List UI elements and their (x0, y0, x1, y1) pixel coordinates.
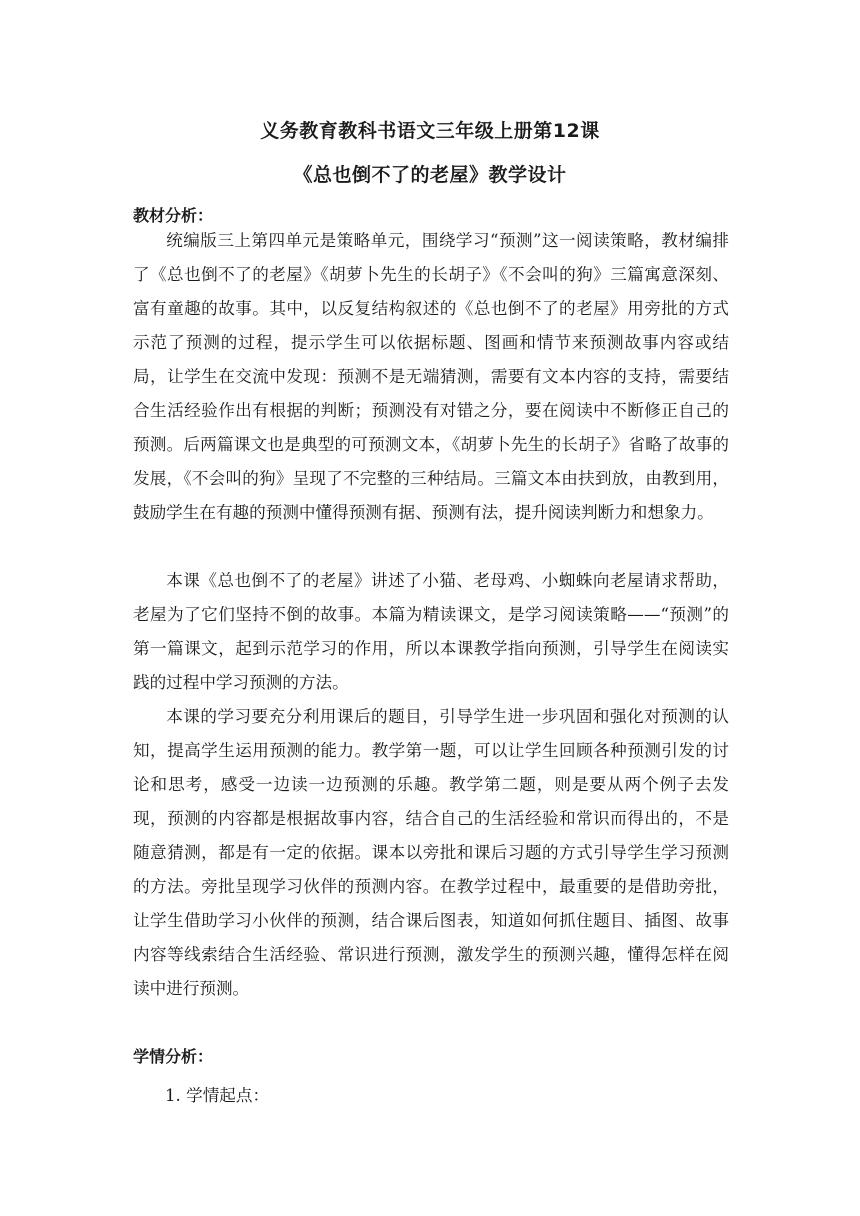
paragraph-2: 本课《总也倒不了的老屋》讲述了小猫、老母鸡、小蜘蛛向老屋请求帮助，老屋为了它们坚持不倒的故事。本篇为精读课文，是学习阅读策略——“预测”的第一篇课文，起到示范学习的作用，所以本课教学指向预测，引导学生在阅读实践的过程中学习预测的方法。 (133, 571, 729, 692)
list-item-learner-starting-point: 1. 学情起点： (165, 1086, 270, 1105)
section-heading-learner-analysis: 学情分析： (133, 1047, 214, 1066)
paragraph-3: 本课的学习要充分利用课后的题目，引导学生进一步巩固和强化对预测的认知，提高学生运用预测的能力。教学第一题，可以让学生回顾各种预测引发的讨论和思考，感受一边读一边预测的乐趣。教学第二题，则是要从两个例子去发现，预测的内容都是根据故事内容，结合自己的生活经验和常识而得出的，不是随意猜测，都是有一定的依据。课本以旁批和课后习题的方式引导学生学习预测的方法。旁批呈现学习伙伴的预测内容。在教学过程中，最重要的是借助旁批，让学生借助学习小伙伴的预测，结合课后图表，知道如何抓住题目、插图、故事内容等线索结合生活经验、常识进行预测，激发学生的预测兴趣，懂得怎样在阅读中进行预测。 (133, 707, 729, 998)
document-subtitle: 《总也倒不了的老屋》教学设计 (293, 164, 567, 186)
paragraph-1: 统编版三上第四单元是策略单元，围绕学习“预测”这一阅读策略，教材编排了《总也倒不了的老屋》《胡萝卜先生的长胡子》《不会叫的狗》三篇寓意深刻、富有童趣的故事。其中，以反复结构叙述的《总也倒不了的老屋》用旁批的方式示范了预测的过程，提示学生可以依据标题、图画和情节来预测故事内容或结局，让学生在交流中发现：预测不是无端猜测，需要有文本内容的支持，需要结合生活经验作出有根据的判断；预测没有对错之分，要在阅读中不断修正自己的预测。后两篇课文也是典型的可预测文本，《胡萝卜先生的长胡子》省略了故事的发展，《不会叫的狗》呈现了不完整的三种结局。三篇文本由扶到放，由教到用，鼓励学生在有趣的预测中懂得预测有据、预测有法，提升阅读判断力和想象力。 (133, 231, 729, 522)
section-heading-textbook-analysis: 教材分析： (133, 206, 214, 225)
document-title: 义务教育教科书语文三年级上册第12课 (260, 120, 600, 142)
